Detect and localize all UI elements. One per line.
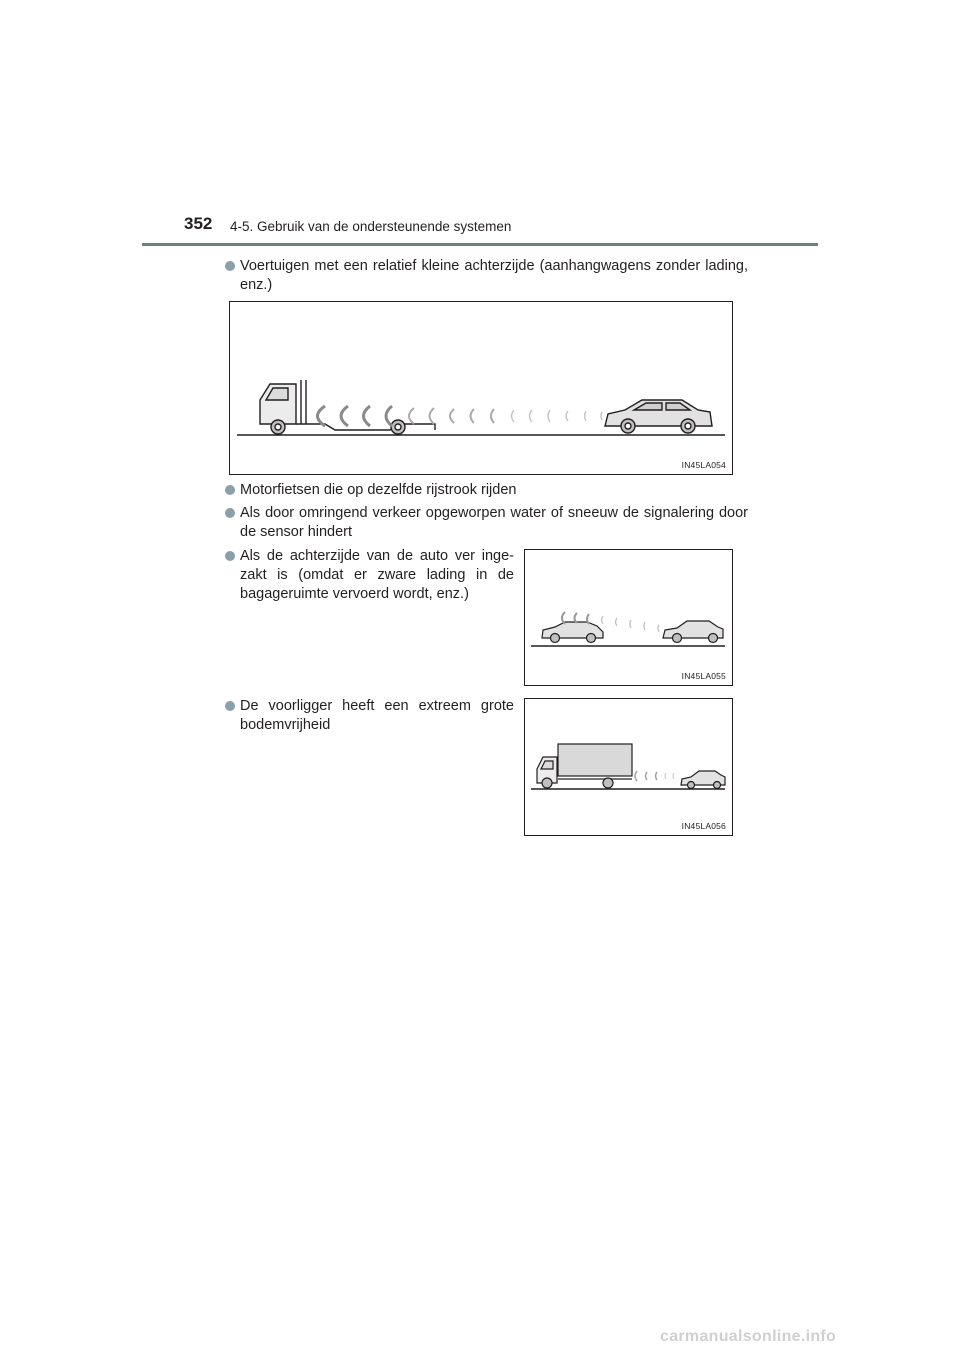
bullet-text: De voorligger heeft een extreem grote bodemvrijheid [240,698,514,733]
figure-trailer-car [229,301,733,475]
bullet-dot-icon [225,551,235,561]
bullet-text: Als de achterzijde van de auto ver inge-zakt is (omdat er zware lading in de bagageruimte vervoerd wordt, enz.) [240,548,514,602]
bullet-item [225,697,514,735]
figure-code: IN45LA056 [681,821,726,831]
bullet-text: Motorfietsen die op dezelfde rijstrook rijden [240,482,517,498]
figure-loaded-car [524,549,733,686]
bullet-item [225,547,514,604]
bullet-dot-icon [225,485,235,495]
figure-code: IN45LA055 [681,671,726,681]
high-clearance-illustration [525,699,732,835]
header-rule [142,243,818,246]
bullet-item [225,257,748,295]
figure-code: IN45LA054 [681,460,726,470]
bullet-item [225,504,748,542]
figure-high-clearance [524,698,733,836]
bullet-dot-icon [225,508,235,518]
bullet-text: Als door omringend verkeer opgeworpen water of sneeuw de signalering door de sensor hindert [240,505,748,540]
bullet-item [225,481,748,500]
page-number: 352 [184,214,213,233]
trailer-car-illustration [230,302,732,474]
loaded-car-illustration [525,550,732,685]
bullet-dot-icon [225,701,235,711]
bullet-text: Voertuigen met een relatief kleine achterzijde (aanhangwagens zonder lading, enz.) [240,258,748,293]
bullet-dot-icon [225,261,235,271]
watermark: carmanualsonline.info [660,1328,837,1345]
section-title: 4-5. Gebruik van de ondersteunende systemen [230,219,512,234]
